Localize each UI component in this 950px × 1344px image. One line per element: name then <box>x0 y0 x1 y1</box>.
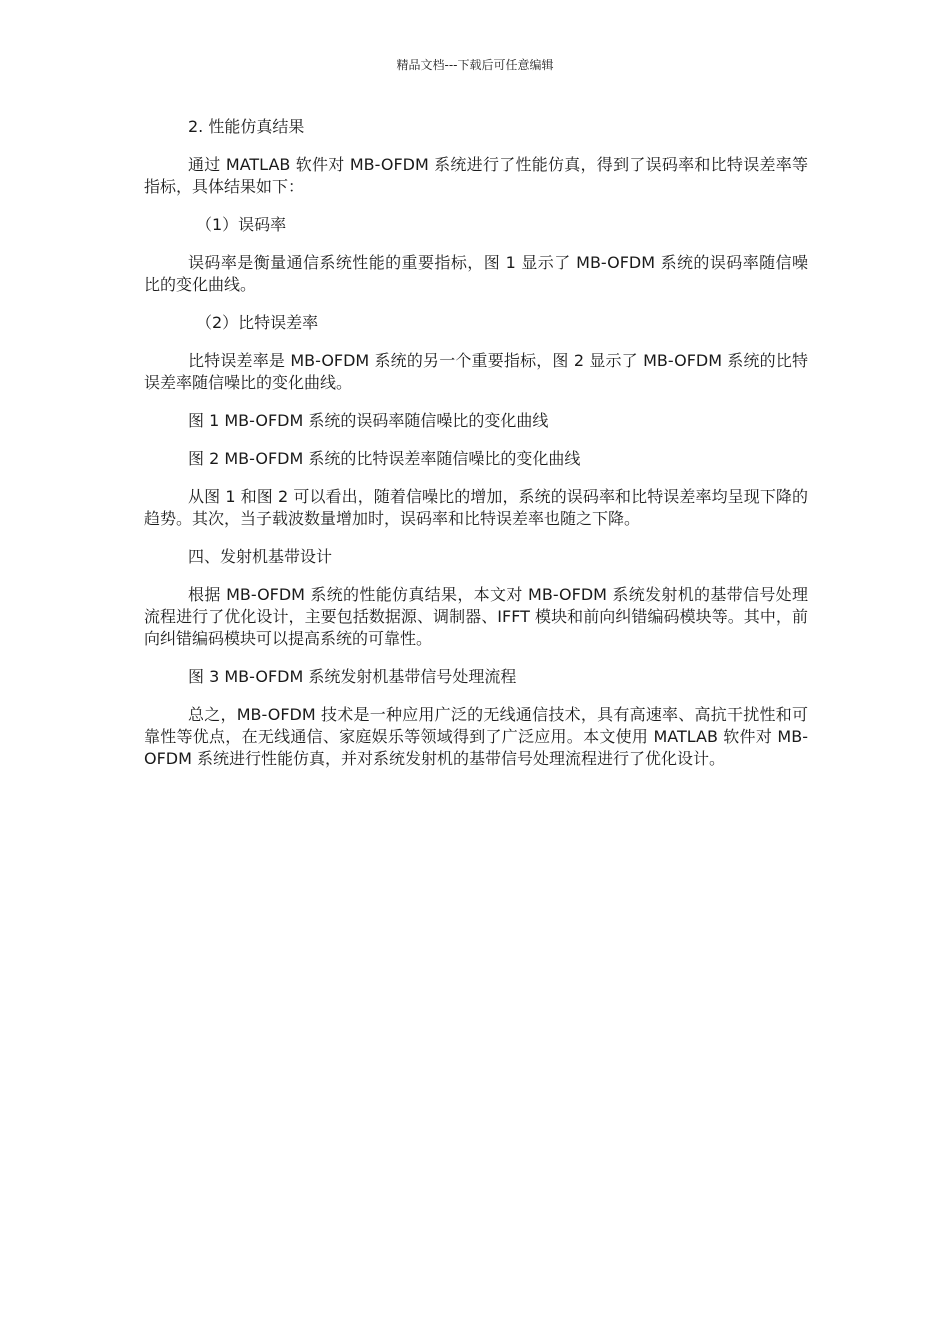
document-body <box>144 116 808 786</box>
subheading-bit-error-rate: （2）比特误差率 <box>196 313 319 332</box>
paragraph-simulation-intro: 通过 MATLAB 软件对 MB-OFDM 系统进行了性能仿真，得到了误码率和比特误差率等指标，具体结果如下： <box>144 155 808 196</box>
paragraph-transmitter-design: 根据 MB-OFDM 系统的性能仿真结果，本文对 MB-OFDM 系统发射机的基带信号处理流程进行了优化设计，主要包括数据源、调制器、IFFT 模块和前向纠错编码模块等。其中，前向纠错编码模块可以提高系统的可靠性。 <box>144 585 808 648</box>
subheading-error-rate: （1）误码率 <box>196 215 287 234</box>
figure-caption-3: 图 3 MB-OFDM 系统发射机基带信号处理流程 <box>188 667 517 686</box>
paragraph-error-rate: 误码率是衡量通信系统性能的重要指标，图 1 显示了 MB-OFDM 系统的误码率随信噪比的变化曲线。 <box>144 253 808 294</box>
figure-caption-1: 图 1 MB-OFDM 系统的误码率随信噪比的变化曲线 <box>188 411 549 430</box>
page-header: 精品文档---下载后可任意编辑 <box>396 58 554 72</box>
section-heading-performance: 2. 性能仿真结果 <box>188 117 305 136</box>
paragraph-analysis: 从图 1 和图 2 可以看出，随着信噪比的增加，系统的误码率和比特误差率均呈现下降的趋势。其次，当子载波数量增加时，误码率和比特误差率也随之下降。 <box>144 487 808 528</box>
section-heading-transmitter: 四、发射机基带设计 <box>188 547 333 566</box>
paragraph-bit-error-rate: 比特误差率是 MB-OFDM 系统的另一个重要指标，图 2 显示了 MB-OFDM 系统的比特误差率随信噪比的变化曲线。 <box>144 351 808 392</box>
figure-caption-2: 图 2 MB-OFDM 系统的比特误差率随信噪比的变化曲线 <box>188 449 581 468</box>
paragraph-conclusion: 总之，MB-OFDM 技术是一种应用广泛的无线通信技术，具有高速率、高抗干扰性和可靠性等优点，在无线通信、家庭娱乐等领域得到了广泛应用。本文使用 MATLAB 软件对 MB-OFDM 系统进行性能仿真，并对系统发射机的基带信号处理流程进行了优化设计。 <box>144 705 808 768</box>
